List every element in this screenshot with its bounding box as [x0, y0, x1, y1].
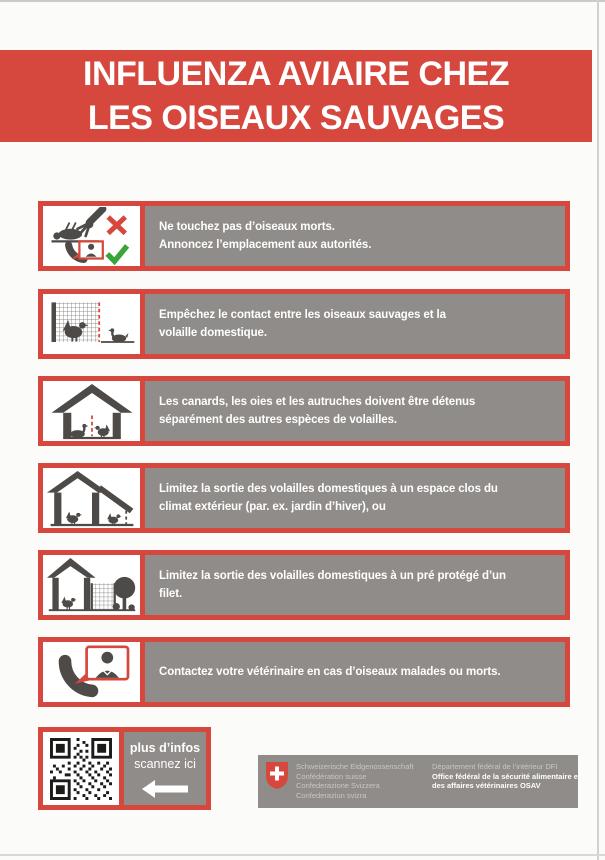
qr-code: [50, 738, 112, 800]
chicken-icon: [65, 511, 81, 525]
net-post: [90, 583, 92, 610]
scan-edge-top: [0, 0, 605, 2]
hand-icon: [77, 209, 102, 236]
scan-edge-right: [597, 0, 599, 860]
rule-text: Empêchez le contact entre les oiseaux sauvages et la volaille domestique.: [145, 294, 565, 354]
office-line1: Office fédéral de la sécurité alimentaire et: [432, 771, 581, 781]
confederation-line: Schweizerische Eidgenossenschaft: [296, 762, 414, 771]
protective-net-icon: [92, 583, 113, 610]
wall-right: [92, 493, 99, 525]
confederation-line: Confédération suisse: [296, 771, 367, 781]
poster-title-line2: LES OISEAUX SAUVAGES: [87, 99, 505, 137]
qr-info-box: [38, 727, 211, 810]
fence-between-chicken-and-wild-duck-icon: [47, 295, 137, 353]
confederation-line: Confederaziun svizra: [296, 790, 367, 800]
rule-icon-box: [43, 294, 140, 354]
scan-edge-bottom: [0, 854, 605, 856]
rule-row-winter-garden: [38, 463, 570, 533]
barn-with-net-meadow-icon: [47, 556, 137, 614]
barn-with-separated-birds-icon: [47, 382, 137, 440]
qr-label-line2: scannez ici: [134, 757, 196, 771]
chicken-icon: [93, 424, 109, 438]
rule-icon-box: [43, 381, 140, 441]
fence-post-icon: [51, 302, 56, 342]
rule-text: Ne touchez pas d’oiseaux morts. Annoncez l’emplacement aux autorités.: [145, 206, 565, 266]
roof-icon: [51, 384, 132, 413]
qr-label-line1: plus d’infos: [129, 741, 201, 755]
wall-right: [83, 578, 89, 610]
wall-right: [112, 413, 120, 438]
wild-duck-icon: [108, 328, 128, 342]
report-bubble-icon: [71, 241, 103, 259]
confederation-line: Confederazione Svizzera: [296, 781, 380, 790]
wall-left: [63, 413, 71, 438]
rule-icon-box: [43, 206, 140, 266]
rule-icon-box: [43, 642, 140, 702]
swiss-shield-icon: [266, 762, 288, 789]
tree-icon: [112, 577, 135, 611]
rule-text: Limitez la sortie des volailles domestiques à un pré protégé d’un filet.: [145, 555, 565, 615]
vet-speech-bubble-icon: [74, 647, 127, 684]
barn-with-winter-garden-icon: [47, 469, 137, 527]
rule-row-contact-vet: [38, 637, 570, 707]
qr-label-panel: [124, 732, 206, 805]
federal-footer: [258, 755, 581, 808]
poster-title-band: [0, 50, 592, 142]
rule-icon-box: [43, 555, 140, 615]
rule-row-net-meadow: [38, 550, 570, 620]
rule-row-separate-species: [38, 376, 570, 446]
checkmark-icon: [107, 246, 127, 261]
rule-text: Les canards, les oies et les autruches doivent être détenus séparément des autres espèces de volailles.: [145, 381, 565, 441]
confederation-names: [296, 762, 414, 800]
rule-text: Contactez votre vétérinaire en cas d’oiseaux malades ou morts.: [145, 642, 565, 702]
rule-text: Limitez la sortie des volailles domestiques à un espace clos du climat extérieur (par. ex. jardin d’hiver), ou: [145, 468, 565, 528]
rule-icon-box: [43, 468, 140, 528]
department-block: [432, 762, 580, 791]
qr-code-box: [43, 732, 119, 805]
no-touch-dead-bird-report-icon: [47, 207, 137, 265]
poster-title-line1: INFLUENZA AVIAIRE CHEZ: [83, 55, 509, 93]
lean-to-roof-icon: [97, 485, 133, 513]
roof-icon: [47, 558, 96, 578]
department-line: Département fédéral de l’intérieur DFI: [432, 762, 558, 771]
left-arrow-icon: [142, 779, 188, 799]
wall-left: [54, 493, 61, 525]
phone-veterinarian-icon: [47, 643, 137, 701]
rule-row-prevent-contact: [38, 289, 570, 359]
wall-left: [52, 578, 58, 610]
chicken-icon: [61, 597, 76, 610]
office-line2: des affaires vétérinaires OSAV: [432, 781, 541, 790]
cross-icon: [108, 217, 125, 233]
rule-row-dont-touch: [38, 201, 570, 271]
chicken-icon: [107, 513, 122, 525]
